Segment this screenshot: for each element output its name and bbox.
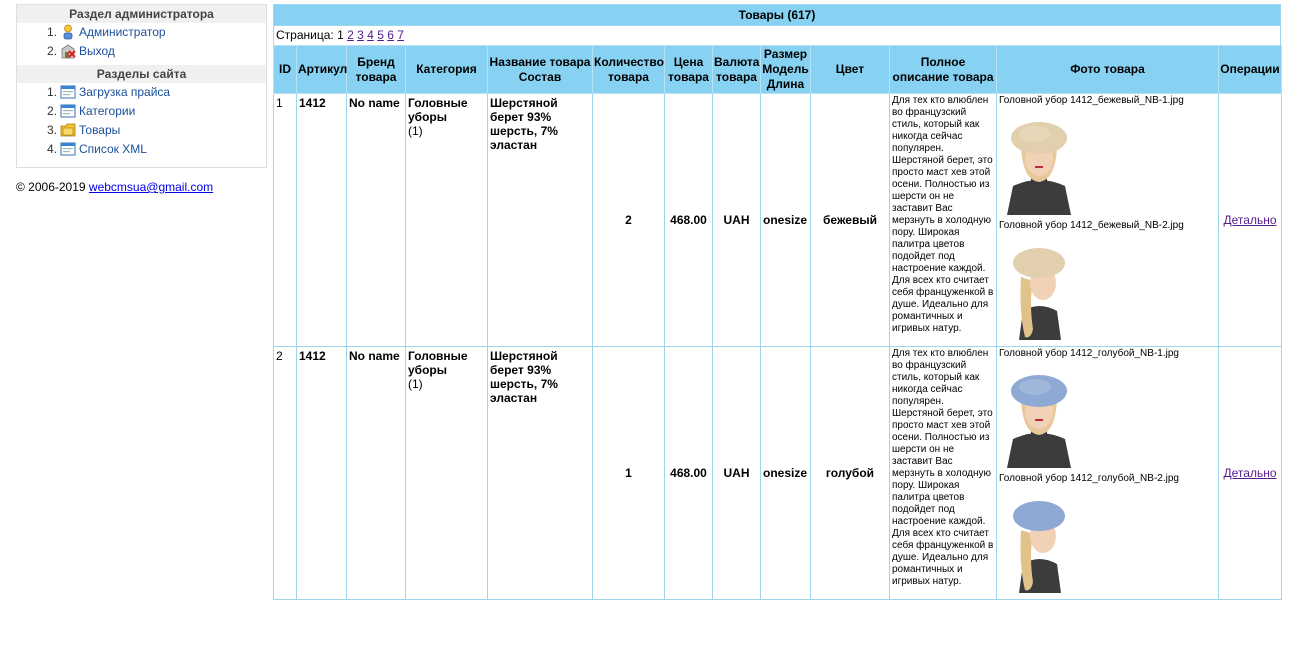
sidebar-box	[16, 4, 267, 168]
cell-category	[406, 94, 488, 347]
col-header-id: ID	[274, 46, 297, 94]
cell-photo	[997, 347, 1219, 600]
sidebar-link-administrator[interactable]: Администратор	[79, 25, 166, 39]
product-photo-side[interactable]	[999, 233, 1079, 340]
col-header-operations: Операции	[1219, 46, 1282, 94]
sidebar-item-products[interactable]	[17, 121, 266, 140]
cell-operations	[1219, 94, 1282, 347]
photo-filename: Головной убор 1412_бежевый_NB-1.jpg	[999, 95, 1184, 106]
pagination	[273, 26, 1281, 45]
sidebar-item-categories[interactable]	[17, 102, 266, 121]
sidebar-link-exit[interactable]: Выход	[79, 44, 115, 58]
copyright-email-link[interactable]: webcmsua@gmail.com	[88, 180, 214, 194]
copyright	[16, 180, 266, 194]
cell-id: 2	[274, 347, 297, 600]
cell-description: Для тех кто влюблен во французский стиль, который как никогда сейчас популярен. Шерстяной берет, это просто маст хев этой осени. Полностью из шерсти он не заставит Вас мерзнуть в холодную пору. Широкая палитра цветов подойдет под настроение каждой. Для всех кто считает себя француженкой в душе. Идеально для романтичных и игривых натур.	[890, 347, 997, 600]
cell-operations	[1219, 347, 1282, 600]
cell-article: 1412	[297, 347, 347, 600]
cell-category	[406, 347, 488, 600]
category-name: Головные уборы	[408, 96, 468, 124]
sidebar-item-administrator[interactable]	[17, 23, 266, 42]
cell-id: 1	[274, 94, 297, 347]
main-content	[273, 4, 1281, 600]
photo-filename: Головной убор 1412_голубой_NB-2.jpg	[999, 473, 1179, 484]
cell-currency: UAH	[713, 94, 761, 347]
admin-menu	[17, 23, 266, 61]
site-section-title: Разделы сайта	[17, 65, 266, 83]
product-photo-front[interactable]	[999, 361, 1079, 468]
cell-name: Шерстяной берет 93% шерсть, 7% эластан	[488, 94, 593, 347]
col-header-currency: Валюта товара	[713, 46, 761, 94]
cell-article: 1412	[297, 94, 347, 347]
product-photo-side[interactable]	[999, 486, 1079, 593]
sidebar-item-exit[interactable]	[17, 42, 266, 61]
sidebar-link-products[interactable]: Товары	[79, 123, 121, 137]
window-icon	[60, 84, 76, 100]
copyright-text: © 2006-2019	[16, 180, 86, 194]
cell-quantity: 1	[593, 347, 665, 600]
col-header-name: Название товара Состав	[488, 46, 593, 94]
pager-link-7[interactable]: 7	[397, 28, 404, 42]
pager-link-2[interactable]: 2	[347, 28, 354, 42]
col-header-quantity: Количество товара	[593, 46, 665, 94]
category-name: Головные уборы	[408, 349, 468, 377]
cell-brand: No name	[347, 347, 406, 600]
table-header-row	[274, 46, 1282, 94]
sidebar	[16, 4, 266, 194]
admin-user-icon	[60, 24, 76, 40]
pager-link-6[interactable]: 6	[387, 28, 394, 42]
cell-color: бежевый	[811, 94, 890, 347]
cell-size: onesize	[761, 94, 811, 347]
item-number: 1.	[47, 85, 58, 99]
item-number: 4.	[47, 142, 58, 156]
folder-icon	[60, 122, 76, 138]
category-count: (1)	[408, 377, 423, 391]
cell-description: Для тех кто влюблен во французский стиль, который как никогда сейчас популярен. Шерстяной берет, это просто маст хев этой осени. Полностью из шерсти он не заставит Вас мерзнуть в холодную пору. Широкая палитра цветов подойдет под настроение каждой. Для всех кто считает себя француженкой в душе. Идеально для романтичных и игривых натур.	[890, 94, 997, 347]
sidebar-item-price-upload[interactable]	[17, 83, 266, 102]
cell-photo	[997, 94, 1219, 347]
cell-price: 468.00	[665, 94, 713, 347]
photo-filename: Головной убор 1412_голубой_NB-1.jpg	[999, 348, 1179, 359]
cell-name: Шерстяной берет 93% шерсть, 7% эластан	[488, 347, 593, 600]
table-row	[274, 94, 1282, 347]
col-header-price: Цена товара	[665, 46, 713, 94]
admin-section-title: Раздел администратора	[17, 5, 266, 23]
cell-brand: No name	[347, 94, 406, 347]
sidebar-link-xml-list[interactable]: Список XML	[79, 142, 147, 156]
sidebar-link-price-upload[interactable]: Загрузка прайса	[79, 85, 171, 99]
pager-link-4[interactable]: 4	[367, 28, 374, 42]
photo-filename: Головной убор 1412_бежевый_NB-2.jpg	[999, 220, 1184, 231]
cell-currency: UAH	[713, 347, 761, 600]
table-row	[274, 347, 1282, 600]
col-header-size: Размер Модель Длина	[761, 46, 811, 94]
site-menu	[17, 83, 266, 159]
col-header-description: Полное описание товара	[890, 46, 997, 94]
cell-color: голубой	[811, 347, 890, 600]
cell-size: onesize	[761, 347, 811, 600]
detail-link[interactable]: Детально	[1223, 213, 1277, 227]
item-number: 2.	[47, 44, 58, 58]
col-header-color: Цвет	[811, 46, 890, 94]
cell-price: 468.00	[665, 347, 713, 600]
sidebar-link-categories[interactable]: Категории	[79, 104, 136, 118]
pager-link-5[interactable]: 5	[377, 28, 384, 42]
exit-icon	[60, 43, 76, 59]
cell-quantity: 2	[593, 94, 665, 347]
pager-label: Страница:	[276, 28, 334, 42]
col-header-photo: Фото товара	[997, 46, 1219, 94]
category-count: (1)	[408, 124, 423, 138]
detail-link[interactable]: Детально	[1223, 466, 1277, 480]
col-header-category: Категория	[406, 46, 488, 94]
pager-link-3[interactable]: 3	[357, 28, 364, 42]
product-photo-front[interactable]	[999, 108, 1079, 215]
sidebar-item-xml-list[interactable]	[17, 140, 266, 159]
item-number: 1.	[47, 25, 58, 39]
item-number: 2.	[47, 104, 58, 118]
window-icon	[60, 103, 76, 119]
col-header-article: Артикул	[297, 46, 347, 94]
page-title: Товары (617)	[273, 4, 1281, 26]
products-table	[273, 45, 1282, 600]
item-number: 3.	[47, 123, 58, 137]
col-header-brand: Бренд товара	[347, 46, 406, 94]
pager-current-page: 1	[337, 28, 344, 42]
window-icon	[60, 141, 76, 157]
